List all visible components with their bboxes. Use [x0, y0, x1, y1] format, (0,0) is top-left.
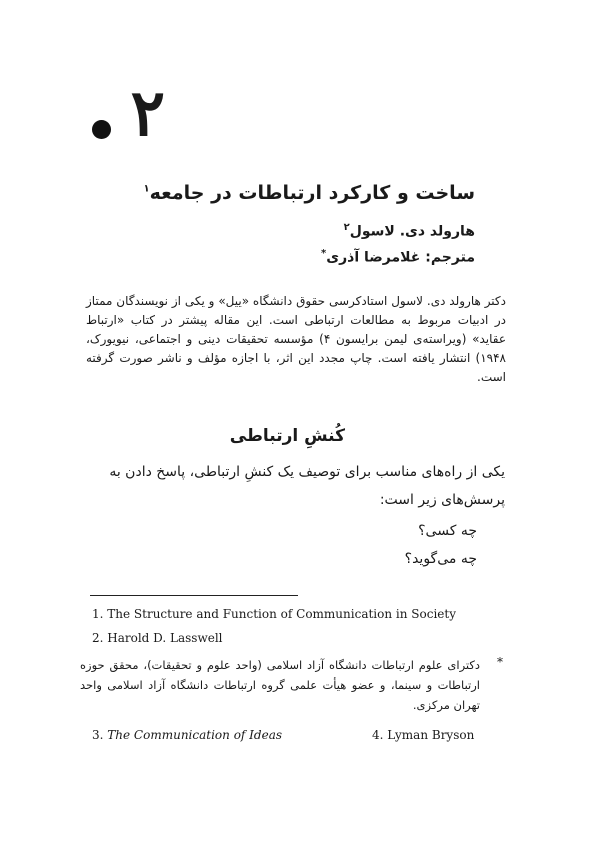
author-line [344, 222, 475, 240]
footnote-3-title: The Communication of Ideas [107, 728, 283, 742]
footnote-3 [92, 728, 282, 742]
translator-line [321, 248, 475, 266]
chapter-number: ۲ [130, 76, 165, 151]
footnote-star-mark: * [497, 655, 503, 669]
question-item: چه کسی؟ [418, 523, 477, 539]
question-item: چه می‌گوید؟ [404, 551, 477, 567]
translator-name: مترجم: غلامرضا آذری [326, 249, 475, 266]
intro-paragraph [86, 292, 506, 387]
footnote-2: 2. Harold D. Lasswell [92, 631, 223, 645]
title-text: ساخت و کارکرد ارتباطات در جامعه [149, 182, 475, 204]
footnote-star [80, 655, 480, 715]
footnote-1: 1. The Structure and Function of Communication in Society [92, 607, 456, 621]
footnote-divider [90, 595, 298, 596]
body-paragraph [75, 458, 505, 514]
title-note-ref: ۱ [143, 183, 150, 195]
section-heading: کُنشِ ارتباطی [229, 426, 345, 446]
article-title [144, 182, 475, 204]
footnote-star-text: دکترای علوم ارتباطات دانشگاه آزاد اسلامی (واحد علوم و تحقیقات)، محقق حوزه ارتباطات و سینما، و عضو هیأت علمی گروه ارتباطات دانشگاه آزاد اسلامی واحد تهران مرکزی. [80, 658, 480, 712]
intro-text: دکتر هارولد دی. لاسول استادکرسی حقوق دانشگاه «ییل» و یکی از نویسندگان ممتاز در ادبیات مربوط به مطالعات ارتباطی است. این مقاله پیشتر در کتاب «ارتباط عقاید» (ویراسته‌ی لیمن برایسون ۴) مؤسسه تحقیقات دینی و اجتماعی، نیویورک، ۱۹۴۸) انتشار یافته است. چاپ مجدد این اثر، با اجازه مؤلف و ناشر صورت گرفته است. [86, 294, 506, 384]
author-name: هارولد دی. لاسول [349, 223, 475, 240]
chapter-dot-icon [92, 120, 111, 139]
footnote-3-number: 3. [92, 728, 104, 742]
footnote-4: 4. Lyman Bryson [372, 728, 475, 742]
translator-note-ref: * [321, 248, 327, 259]
author-note-ref: ۲ [343, 222, 350, 233]
body-text: یکی از راه‌های مناسب برای توصیف یک کنشِ ارتباطی، پاسخ دادن به پرسش‌های زیر است: [109, 464, 505, 508]
